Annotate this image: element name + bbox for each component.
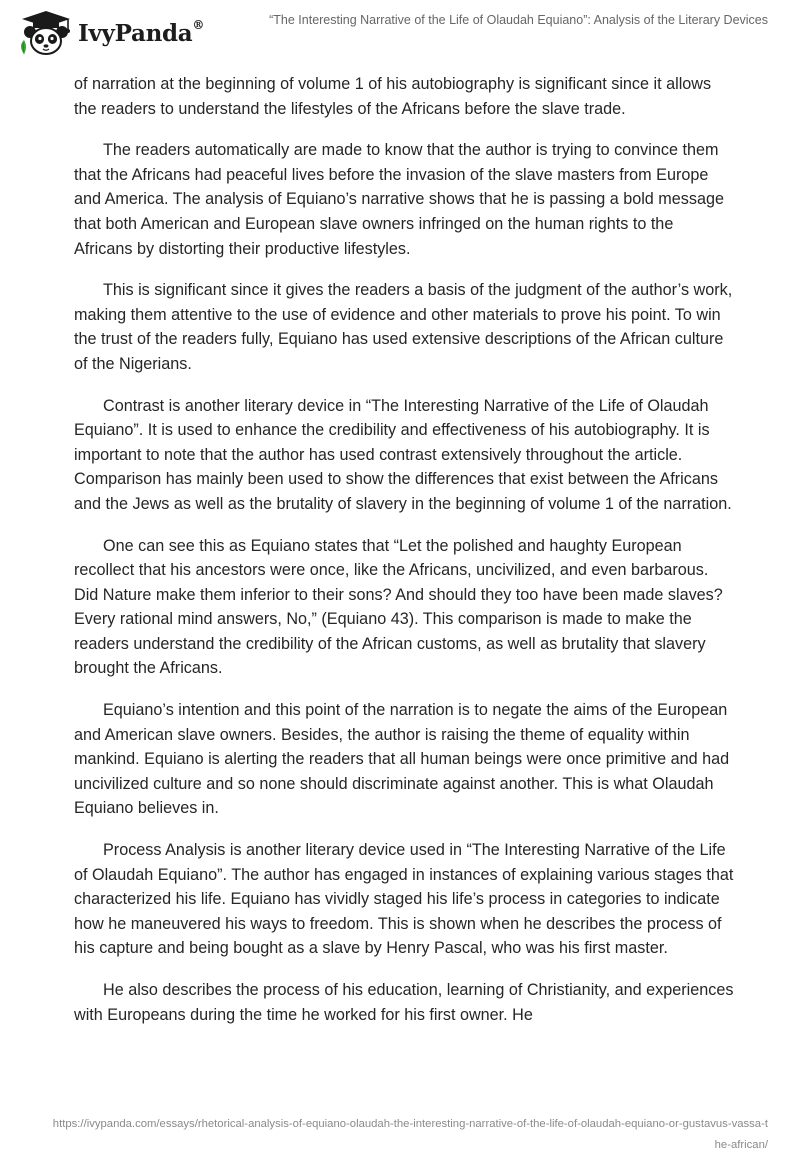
page-header (0, 0, 800, 70)
paragraph-6: Equiano’s intention and this point of the narration is to negate the aims of the European and American slave owners. Besides, the author is raising the theme of equality within mankind. Equiano is alerting the readers that all human beings were once primitive and had uncivilized culture and so none should discriminate against another. This is what Olaudah Equiano believes in. (74, 701, 730, 818)
ivypanda-logo[interactable] (16, 10, 204, 56)
essay-body (74, 72, 734, 1044)
panda-graduate-icon (16, 10, 76, 56)
brand-name: IvyPanda® (78, 17, 205, 47)
paragraph-7: Process Analysis is another literary device used in “The Interesting Narrative of the Life of Olaudah Equiano”. The author has engaged in instances of explaining various stages that characterized his life. Equiano has vividly staged his life’s process in categories to indicate how he maneuvered his ways to freedom. This is shown when he describes the process of his capture and being bought as a slave by Henry Pascal, who was his first master. (74, 841, 734, 958)
paragraph-1: of narration at the beginning of volume 1 of his autobiography is significant since it allows the readers to understand the lifestyles of the Africans before the slave trade. (74, 75, 712, 118)
paragraph-2: The readers automatically are made to know that the author is trying to convince them that the Africans had peaceful lives before the invasion of the slave masters from Europe and America. The analysis of Equiano’s narrative shows that he is passing a bold message that both American and European slave owners infringed on the human rights to the Africans by distorting their productive lifestyles. (74, 141, 724, 258)
paragraph-3: This is significant since it gives the readers a basis of the judgment of the author’s work, making them attentive to the use of evidence and other materials to prove his point. To win the trust of the readers fully, Equiano has used extensive descriptions of the African culture of the Nigerians. (74, 281, 733, 373)
source-url-link[interactable]: https://ivypanda.com/essays/rhetorical-analysis-of-equiano-olaudah-the-interesting-narrative-of-the-life-of-olaudah-equiano-or-gustavus-vassa-the-african/ (52, 1118, 768, 1151)
paragraph-8: He also describes the process of his education, learning of Christianity, and experiences with Europeans during the time he worked for his first owner. He (74, 981, 734, 1024)
document-title: “The Interesting Narrative of the Life of Olaudah Equiano”: Analysis of the Literary Devices (269, 13, 768, 27)
paragraph-4: Contrast is another literary device in “The Interesting Narrative of the Life of Olaudah Equiano”. It is used to enhance the credibility and effectiveness of his autobiography. It is important to note that the author has used contrast extensively throughout the article. Comparison has mainly been used to show the differences that exist between the Africans and the Jews as well as the brutality of slavery in the beginning of volume 1 of the narration. (74, 396, 732, 513)
paragraph-5: One can see this as Equiano states that “Let the polished and haughty European recollect that his ancestors were once, like the Africans, uncivilized, and even barbarous. Did Nature make them inferior to their sons? And should they too have been made slaves? Every rational mind answers, No,” (Equiano 43). This comparison is made to make the readers understand the credibility of the African customs, as well as brutality that slavery brought the Africans. (74, 536, 723, 678)
